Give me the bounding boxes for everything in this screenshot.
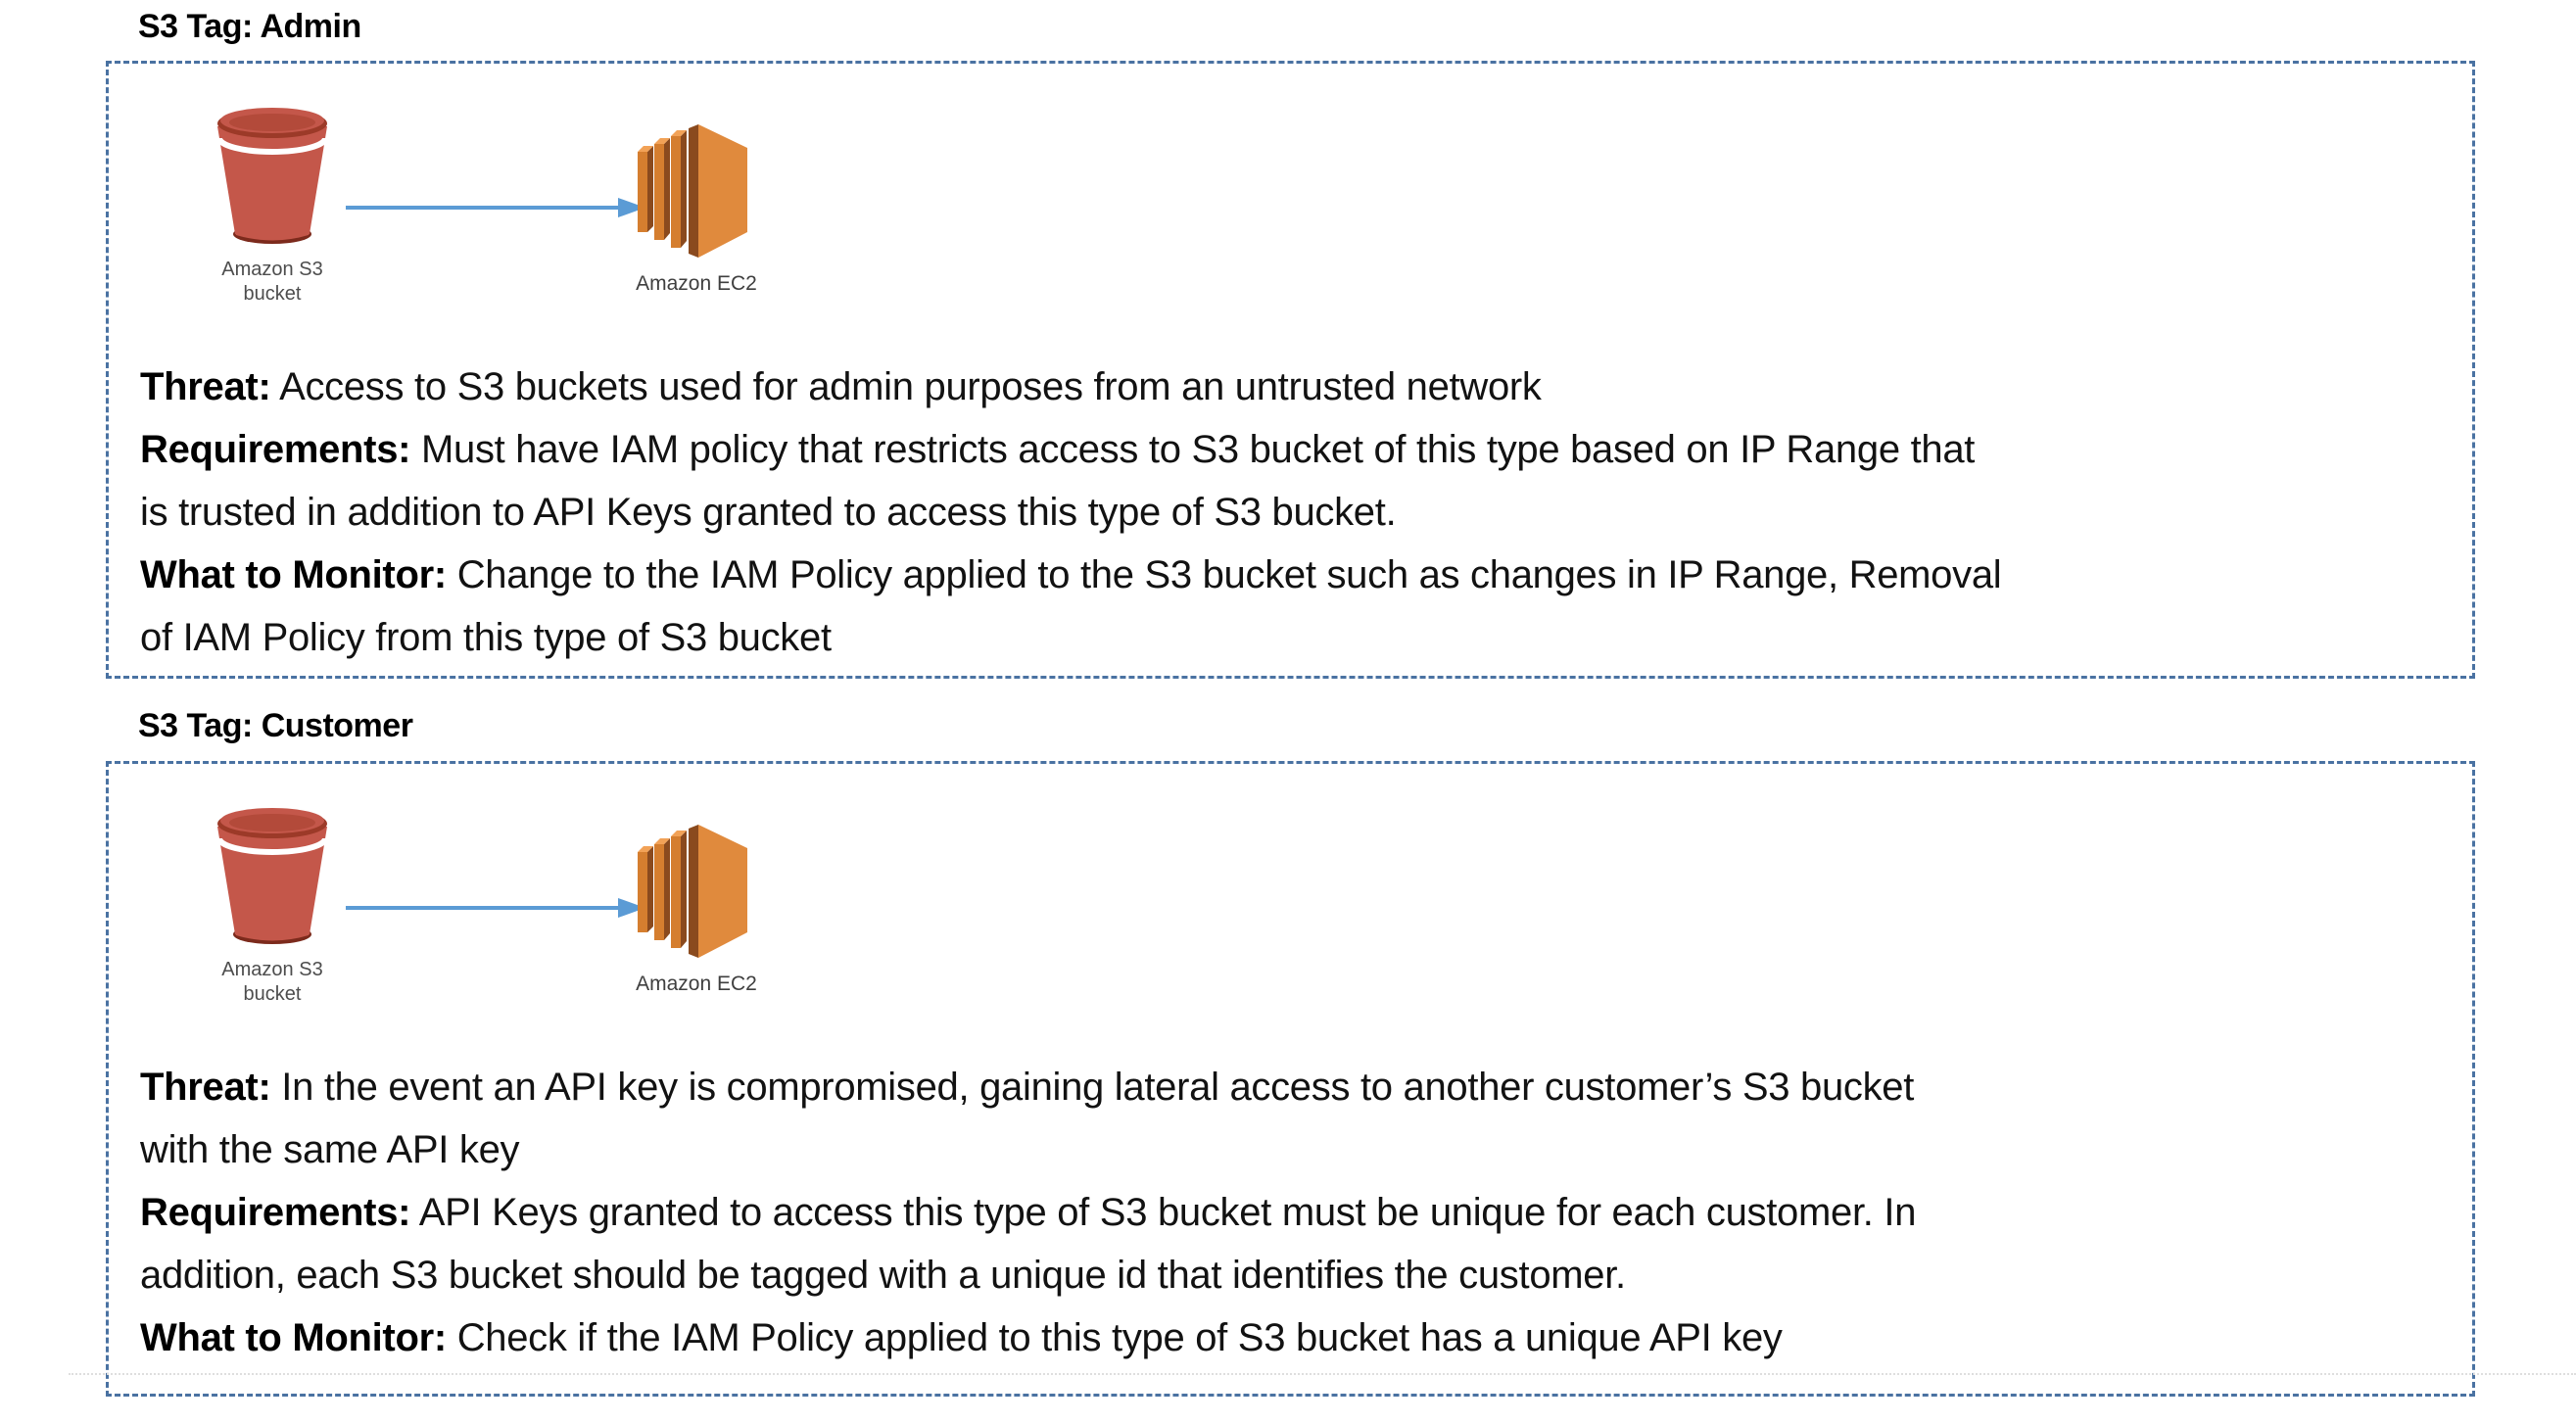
requirements-text-cont: is trusted in addition to API Keys granted to access this type of S3 bucket. <box>140 491 1397 534</box>
panel-admin <box>106 61 2475 679</box>
panel-admin-text <box>140 356 2433 669</box>
amazon-s3-bucket-label <box>145 258 400 307</box>
requirements-line <box>140 1181 2433 1244</box>
panel-customer-text <box>140 1056 2433 1369</box>
threat-text: In the event an API key is compromised, gaining lateral access to another customer’s S3 bucket <box>270 1066 1915 1109</box>
arrow-connector-icon <box>346 895 645 921</box>
amazon-s3-bucket-label <box>145 958 400 1007</box>
amazon-ec2-label: Amazon EC2 <box>636 272 757 295</box>
amazon-ec2-label: Amazon EC2 <box>636 973 757 995</box>
monitor-label: What to Monitor: <box>140 553 447 596</box>
threat-line <box>140 1056 2433 1118</box>
amazon-ec2-icon <box>638 823 755 960</box>
threat-line <box>140 356 2433 418</box>
requirements-text: API Keys granted to access this type of S3 bucket must be unique for each customer. In <box>410 1191 1917 1234</box>
panel-admin-title: S3 Tag: Admin <box>138 8 361 45</box>
panel-customer-title: S3 Tag: Customer <box>138 707 413 744</box>
requirements-line-cont <box>140 481 2433 544</box>
monitor-line <box>140 1306 2433 1369</box>
amazon-s3-bucket-icon <box>204 99 341 246</box>
panel-customer <box>106 761 2475 1397</box>
requirements-label: Requirements: <box>140 428 411 471</box>
monitor-line <box>140 544 2433 606</box>
faint-divider-line <box>69 1373 2576 1375</box>
amazon-s3-bucket-label-line2: bucket <box>243 283 302 305</box>
amazon-s3-bucket-label-line1: Amazon S3 <box>221 259 323 280</box>
threat-label: Threat: <box>140 365 271 408</box>
threat-text-cont: with the same API key <box>140 1128 520 1171</box>
monitor-line-cont <box>140 606 2433 669</box>
monitor-text: Check if the IAM Policy applied to this type of S3 bucket has a unique API key <box>446 1316 1783 1359</box>
amazon-s3-bucket-icon <box>204 799 341 946</box>
requirements-line <box>140 418 2433 481</box>
monitor-text-cont: of IAM Policy from this type of S3 bucket <box>140 616 832 659</box>
requirements-text-cont: addition, each S3 bucket should be tagged with a unique id that identifies the customer. <box>140 1254 1626 1297</box>
threat-label: Threat: <box>140 1066 271 1109</box>
threat-text: Access to S3 buckets used for admin purposes from an untrusted network <box>270 365 1542 408</box>
threat-line-cont <box>140 1118 2433 1181</box>
requirements-line-cont <box>140 1244 2433 1306</box>
monitor-label: What to Monitor: <box>140 1316 447 1359</box>
requirements-text: Must have IAM policy that restricts access to S3 bucket of this type based on IP Range that <box>410 428 1976 471</box>
arrow-connector-icon <box>346 195 645 220</box>
monitor-text: Change to the IAM Policy applied to the S3 bucket such as changes in IP Range, Removal <box>446 553 2002 596</box>
requirements-label: Requirements: <box>140 1191 411 1234</box>
amazon-s3-bucket-label-line2: bucket <box>243 983 302 1005</box>
amazon-ec2-icon <box>638 122 755 260</box>
amazon-s3-bucket-label-line1: Amazon S3 <box>221 959 323 980</box>
